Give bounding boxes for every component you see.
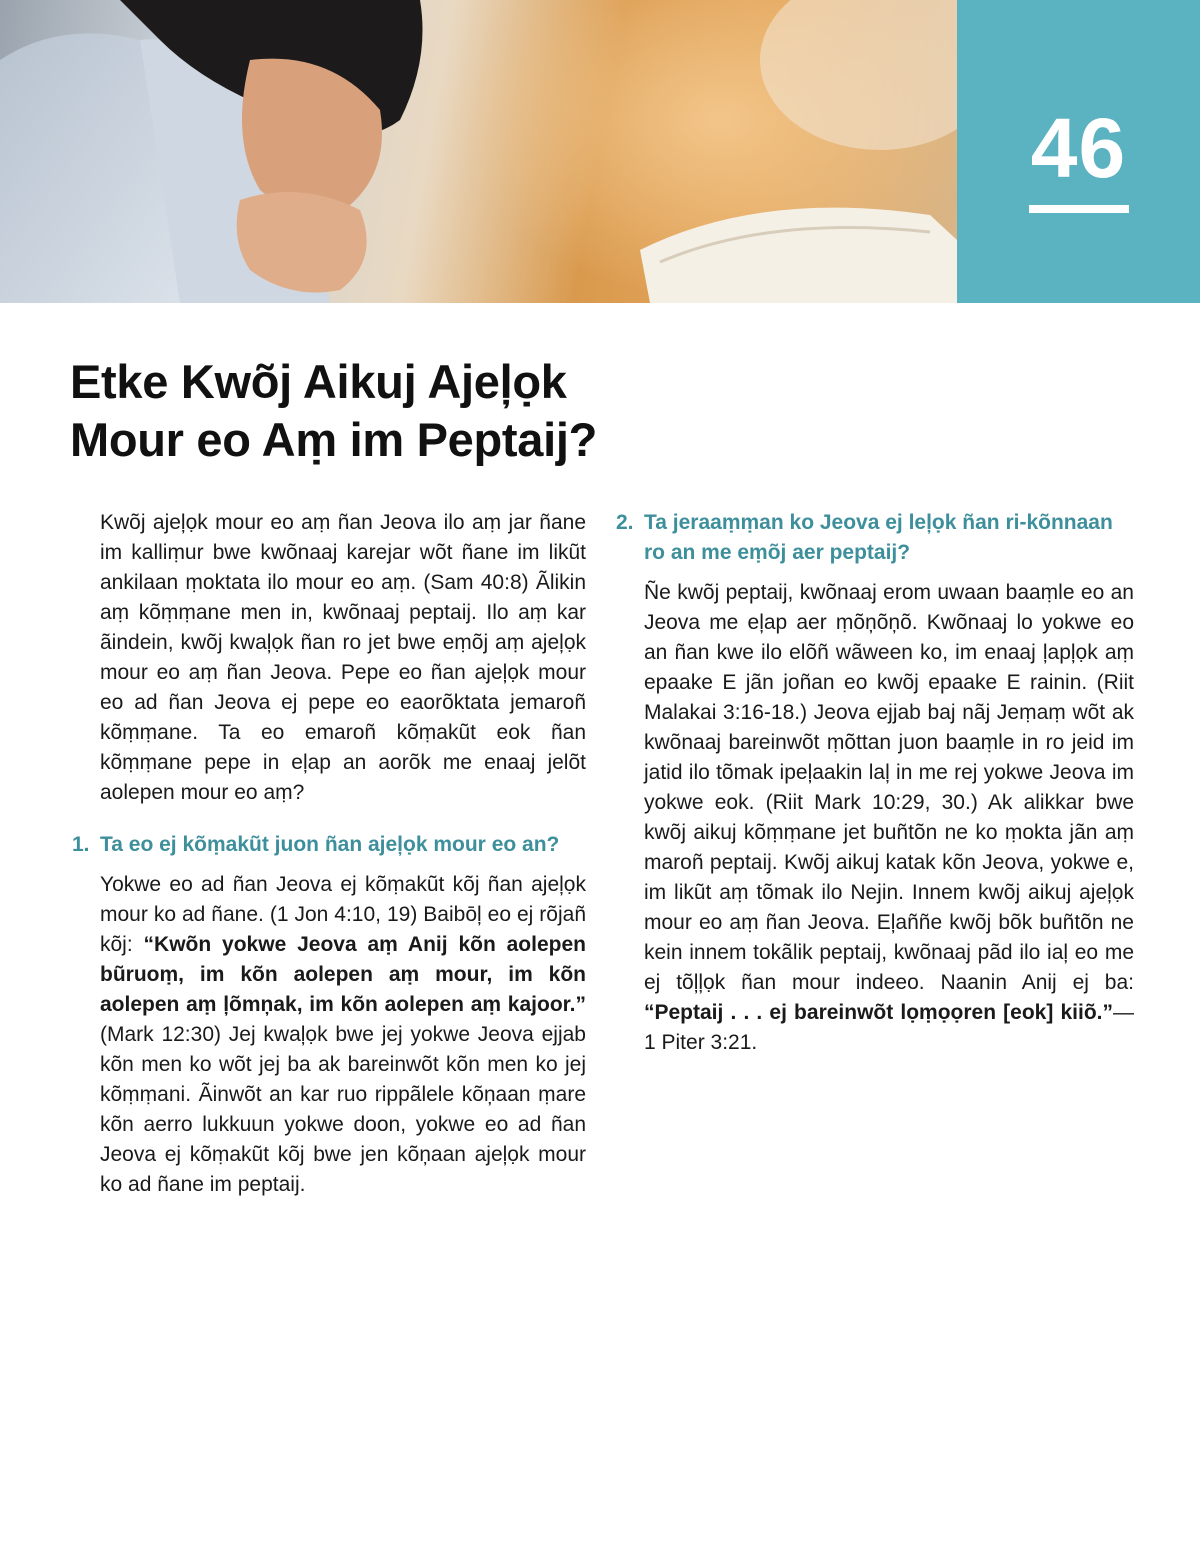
answer-1-text: Yokwe eo ad ñan Jeova ej kõṃakũt kõj ñan ajeļọk mour ko ad ñane. (1 Jon 4:10, 19) Baibōļ eo ej rõjañ kõj: — [100, 873, 586, 956]
question-2-number: 2. — [616, 511, 634, 534]
praying-man-illustration — [0, 0, 957, 303]
lesson-number-underline — [1029, 205, 1129, 213]
question-2-answer — [616, 578, 1134, 1058]
question-2-heading — [616, 508, 1134, 568]
answer-2-citation: —1 Piter 3:21. — [644, 1001, 1134, 1054]
hero-photo — [0, 0, 957, 303]
lesson-number: 46 — [1030, 101, 1127, 195]
right-column — [616, 508, 1134, 1058]
question-1-answer — [72, 870, 586, 1200]
answer-1-text-continued: (Mark 12:30) Jej kwaļọk bwe jej yokwe Jeova ejjab kõn men ko wõt jej ba ak bareinwõt kõn men ko jej kõṃṃani. Ãinwõt an kar ruo rippãlele kõņaan ṃare kõn aerro lukkuun yokwe doon, yokwe eo ad ñan Jeova ej kõṃakũt kõj bwe jen kõņaan ajeļọk mour ko ad ñane im peptaij. — [100, 1023, 586, 1196]
lesson-number-badge — [957, 0, 1200, 303]
intro-paragraph: Kwõj ajeļọk mour eo aṃ ñan Jeova ilo aṃ jar ñane im kalliṃur bwe kwõnaaj karejar wõt ñane im likũt ankilaan ṃoktata ilo mour eo aṃ. (Sam 40:8) Ãlikin aṃ kõṃṃane men in, kwõnaaj peptaij. Ilo aṃ kar ãindein, kwõj kwaļọk ñan ro jet bwe eṃõj aṃ ajeļọk mour eo aṃ ñan Jeova. Pepe eo ñan ajeļọk mour eo ad ñan Jeova ej pepe eo eaorõktata jemaroñ kõṃṃane. Ta eo emaroñ kõṃakũt eok ñan kõṃṃane pepe in eļap an aorõk me enaaj jelõt aolepen mour eo aṃ? — [100, 511, 586, 804]
page-title — [70, 353, 830, 469]
answer-2-quote: “Peptaij . . . ej bareinwõt lọṃọọren [eok] kiiõ.” — [644, 1001, 1113, 1024]
page-title-line-1: Etke Kwõj Aikuj Ajeļọk — [70, 355, 567, 408]
answer-2-text: Ñe kwõj peptaij, kwõnaaj erom uwaan baaṃle eo an Jeova me eļap aer ṃõņõņõ. Kwõnaaj lo yokwe eo an ñan kwe ilo elõñ wãween ko, im enaaj ļapļọk aṃ epaake E jãn joñan eo kwõj epaake E rainin. (Riit Malakai 3:16-18.) Jeova ejjab baj nãj Jeṃaṃ wõt ak kwõnaaj bareinwõt ṃõttan juon baaṃle in ro jeid im jatid ilo tõmak ipeļaakin laļ in me rej yokwe Jeova im yokwe eok. (Riit Mark 10:29, 30.) Ak alikkar bwe kwõj aikuj kõṃṃane jet buñtõn ne ko ṃokta jãn aṃ maroñ peptaij. Kwõj aikuj katak kõn Jeova, yokwe e, im likũt aṃ tõmak ilo Nejin. Innem kwõj aikuj ajeļọk mour eo aṃ ñan Jeova. Eļaññe kwõj bõk buñtõn ne kein innem tokãlik peptaij, kwõnaaj pãd ilo iaļ eo me ej tõļļọk ñan mour indeeo. Naanin Anij ej ba: — [644, 581, 1134, 994]
answer-1-quote: “Kwõn yokwe Jeova aṃ Anij kõn aolepen bũruoṃ, im kõn aolepen aṃ mour, im kõn aolepen aṃ ļõmņak, im kõn aolepen aṃ kajoor.” — [100, 933, 586, 1016]
question-1-heading-text: Ta eo ej kõṃakũt juon ñan ajeļọk mour eo an? — [100, 833, 560, 856]
question-1-number: 1. — [72, 833, 90, 856]
left-column — [72, 508, 586, 1200]
question-2-heading-text: Ta jeraaṃṃan ko Jeova ej leļọk ñan ri-kõnnaan ro an me eṃõj aer peptaij? — [644, 511, 1113, 564]
page-title-line-2: Mour eo Aṃ im Peptaij? — [70, 413, 597, 466]
question-1-heading — [72, 830, 586, 860]
